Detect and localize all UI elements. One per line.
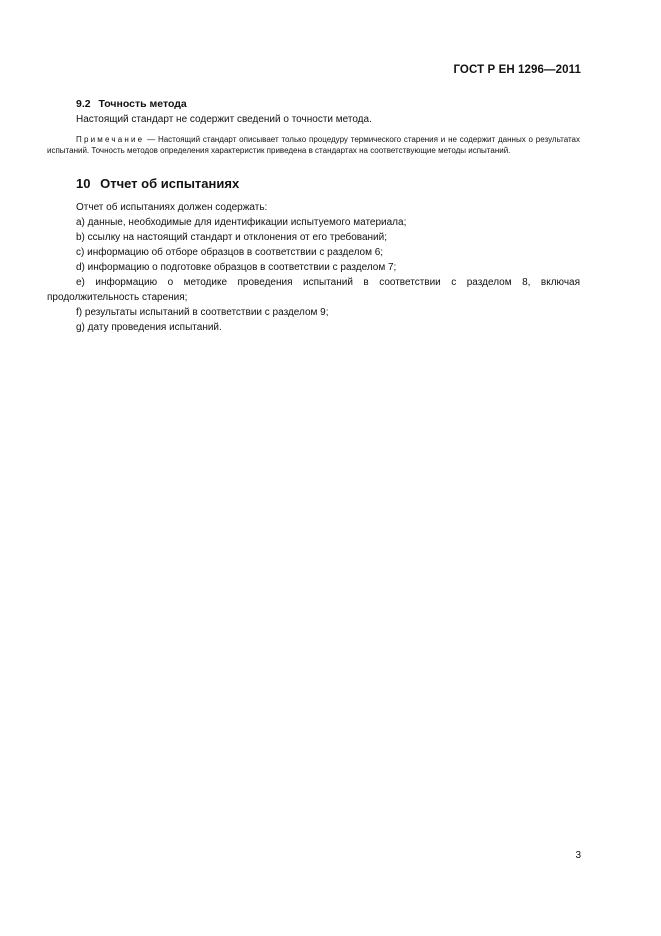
note-text: — Настоящий стандарт описывает только процедуру термического старения и не содержит данных о результатах испытаний. Точность методов определения характеристик приведена в стандартах на соответствующие методы испытаний. xyxy=(47,135,580,155)
subsection-text: Настоящий стандарт не содержит сведений о точности метода. xyxy=(76,114,372,125)
section-intro: Отчет об испытаниях должен содержать: xyxy=(76,202,268,213)
document-header: ГОСТ Р ЕН 1296—2011 xyxy=(453,64,581,76)
list-item: d) информацию о подготовке образцов в соответствии с разделом 7; xyxy=(76,262,397,273)
subsection-number: 9.2 xyxy=(76,98,91,110)
list-item: c) информацию об отборе образцов в соответствии с разделом 6; xyxy=(76,247,384,258)
subsection-heading xyxy=(47,96,580,112)
list-item: a) данные, необходимые для идентификации испытуемого материала; xyxy=(76,217,407,228)
subsection-title: Точность метода xyxy=(98,98,187,110)
list-item: f) результаты испытаний в соответствии с разделом 9; xyxy=(76,307,329,318)
section-heading xyxy=(47,175,580,193)
note-paragraph xyxy=(47,134,580,156)
page-content xyxy=(47,96,580,335)
section-title: Отчет об испытаниях xyxy=(100,176,240,191)
list-item: g) дату проведения испытаний. xyxy=(76,322,222,333)
section-number: 10 xyxy=(76,176,91,191)
page-number: 3 xyxy=(575,850,581,861)
note-label: Примечание xyxy=(76,135,145,144)
list-item: e) информацию о методике проведения испытаний в соответствии с разделом 8, включая продолжительность старения; xyxy=(47,277,580,303)
list-item: b) ссылку на настоящий стандарт и отклонения от его требований; xyxy=(76,232,387,243)
